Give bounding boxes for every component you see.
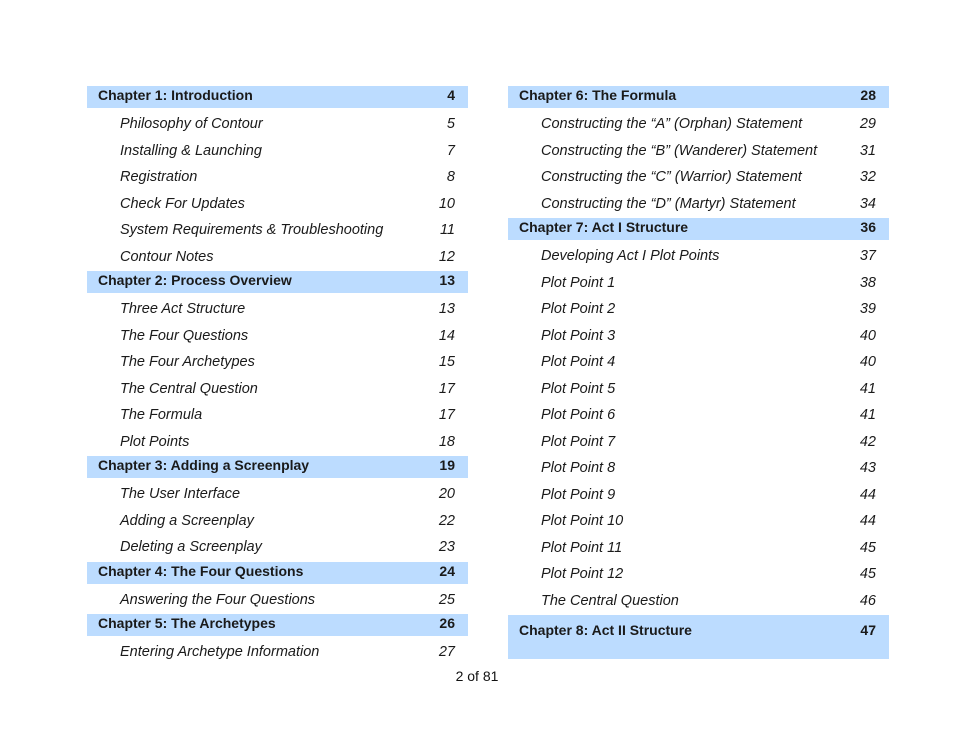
toc-section-title: Developing Act I Plot Points (541, 248, 720, 264)
toc-section-row[interactable] (508, 589, 889, 616)
toc-page-number: 45 (859, 539, 876, 556)
toc-section-row[interactable] (87, 403, 468, 430)
toc-section-title: Adding a Screenplay (120, 512, 254, 529)
toc-chapter-row[interactable] (87, 271, 468, 293)
toc-section-title: Check For Updates (120, 195, 245, 212)
toc-section-row[interactable] (508, 192, 889, 219)
toc-section-title: The Formula (120, 407, 203, 423)
toc-section-title: Plot Point 1 (541, 274, 616, 291)
toc-section-row[interactable] (508, 456, 889, 483)
toc-page-number: 37 (859, 248, 876, 264)
toc-page-number: 34 (859, 195, 876, 212)
toc-page-number: 46 (859, 592, 876, 609)
toc-page-number: 45 (859, 566, 876, 582)
toc-section-title: Installing & Launching (120, 142, 262, 159)
toc-page-number: 27 (438, 644, 455, 660)
toc-page-number: 11 (439, 222, 455, 238)
toc-section-row[interactable] (508, 536, 889, 563)
toc-page-number: 26 (439, 615, 455, 631)
toc-section-title: Three Act Structure (120, 301, 246, 317)
toc-section-title: Registration (120, 169, 198, 185)
toc-page-number: 44 (859, 513, 876, 529)
toc-section-row[interactable] (87, 535, 468, 562)
toc-section-row[interactable] (508, 509, 889, 536)
toc-section-title: Plot Point 8 (541, 460, 616, 476)
toc-section-title: Plot Point 4 (541, 354, 616, 370)
toc-chapter-row[interactable] (508, 615, 889, 659)
toc-section-row[interactable] (508, 403, 889, 430)
toc-page-number: 31 (859, 142, 876, 159)
toc-chapter-row[interactable] (508, 86, 889, 108)
toc-section-title: The Four Questions (120, 327, 249, 344)
toc-page-number: 14 (438, 327, 455, 344)
toc-section-row[interactable] (508, 350, 889, 377)
toc-section-title: The Central Question (120, 380, 258, 397)
toc-section-title: Plot Point 9 (541, 486, 616, 503)
toc-chapter-title: Chapter 5: The Archetypes (98, 615, 276, 631)
toc-page-number: 12 (438, 248, 455, 265)
toc-section-row[interactable] (508, 483, 889, 510)
toc-section-row[interactable] (87, 640, 468, 667)
toc-page-number: 24 (439, 562, 455, 579)
toc-page-number: 28 (860, 87, 876, 103)
toc-section-title: Answering the Four Questions (120, 591, 316, 608)
toc-section-title: Plot Point 12 (541, 566, 624, 582)
toc-page-number: 32 (859, 169, 876, 185)
toc-section-row[interactable] (87, 192, 468, 219)
toc-section-title: Constructing the “D” (Martyr) Statement (541, 195, 796, 212)
toc-page-number: 43 (859, 460, 876, 476)
toc-page-number: 38 (859, 274, 876, 291)
toc-page-number: 19 (439, 457, 455, 473)
toc-section-row[interactable] (508, 165, 889, 192)
toc-page-number: 40 (859, 327, 876, 344)
toc-page-number: 39 (859, 301, 876, 317)
toc-section-row[interactable] (87, 588, 468, 615)
toc-chapter-title: Chapter 2: Process Overview (98, 272, 292, 288)
toc-section-title: Plot Point 5 (541, 380, 616, 397)
toc-page-number: 29 (859, 116, 876, 132)
toc-section-title: Plot Point 7 (541, 433, 616, 450)
toc-section-row[interactable] (87, 218, 468, 245)
toc-page-number: 8 (446, 169, 455, 185)
toc-section-row[interactable] (87, 297, 468, 324)
toc-section-row[interactable] (87, 482, 468, 509)
toc-section-title: Entering Archetype Information (120, 644, 320, 660)
toc-page-number: 47 (860, 622, 876, 638)
toc-page-number: 20 (438, 486, 455, 502)
toc-section-row[interactable] (87, 430, 468, 457)
toc-chapter-title: Chapter 4: The Four Questions (98, 562, 304, 579)
toc-page-number: 17 (438, 380, 455, 397)
toc-section-title: Plot Point 3 (541, 327, 616, 344)
toc-section-title: Plot Points (120, 433, 190, 450)
toc-section-title: Constructing the “B” (Wanderer) Statement (541, 142, 818, 159)
toc-page-number: 13 (439, 272, 455, 288)
toc-section-row[interactable] (508, 297, 889, 324)
toc-section-row[interactable] (87, 245, 468, 272)
toc-section-title: Plot Point 6 (541, 407, 616, 423)
toc-section-row[interactable] (508, 244, 889, 271)
toc-page-number: 22 (438, 512, 455, 529)
toc-page-number: 17 (438, 407, 455, 423)
toc-section-row[interactable] (87, 139, 468, 166)
toc-section-title: Plot Point 10 (541, 513, 624, 529)
toc-section-title: The Four Archetypes (120, 354, 255, 370)
toc-section-row[interactable] (87, 112, 468, 139)
page-indicator: 2 of 81 (455, 668, 499, 684)
toc-section-row[interactable] (508, 324, 889, 351)
toc-page-number: 18 (438, 433, 455, 450)
toc-section-row[interactable] (508, 562, 889, 589)
toc-page-number: 5 (446, 116, 455, 132)
toc-page-number: 41 (859, 407, 876, 423)
toc-page-number: 13 (438, 301, 455, 317)
toc-section-title: Plot Point 11 (541, 539, 623, 556)
toc-chapter-row[interactable] (508, 218, 889, 240)
toc-chapter-row[interactable] (87, 614, 468, 636)
toc-page-number: 10 (438, 195, 455, 212)
toc-page-number: 25 (438, 591, 455, 608)
toc-chapter-title: Chapter 1: Introduction (98, 87, 253, 103)
toc-section-title: System Requirements & Troubleshooting (120, 222, 384, 238)
toc-page-number: 15 (438, 354, 455, 370)
toc-section-title: Contour Notes (120, 248, 214, 265)
toc-section-row[interactable] (87, 350, 468, 377)
toc-chapter-title: Chapter 3: Adding a Screenplay (98, 457, 310, 473)
toc-section-row[interactable] (87, 509, 468, 536)
toc-page-number: 23 (438, 539, 455, 555)
toc-page-number: 36 (860, 219, 876, 235)
toc-section-row[interactable] (508, 271, 889, 298)
toc-section-title: Philosophy of Contour (120, 116, 263, 132)
toc-section-title: The Central Question (541, 592, 679, 609)
toc-page-number: 42 (859, 433, 876, 450)
toc-page-number: 40 (859, 354, 876, 370)
toc-chapter-row[interactable] (87, 562, 468, 584)
toc-page-number: 4 (447, 87, 455, 103)
toc-chapter-title: Chapter 6: The Formula (519, 87, 677, 103)
toc-chapter-row[interactable] (87, 456, 468, 478)
toc-page-number: 7 (446, 142, 455, 159)
toc-section-title: Plot Point 2 (541, 301, 616, 317)
toc-chapter-title: Chapter 7: Act I Structure (519, 219, 689, 235)
toc-section-title: Constructing the “A” (Orphan) Statement (541, 116, 803, 132)
toc-section-title: Deleting a Screenplay (120, 539, 262, 555)
toc-section-row[interactable] (508, 139, 889, 166)
toc-section-title: The User Interface (120, 486, 241, 502)
toc-page-number: 41 (859, 380, 876, 397)
toc-page-number: 44 (859, 486, 876, 503)
toc-chapter-title: Chapter 8: Act II Structure (519, 622, 692, 638)
toc-section-row[interactable] (87, 324, 468, 351)
toc-chapter-row[interactable] (87, 86, 468, 108)
toc-section-row[interactable] (508, 377, 889, 404)
toc-section-row[interactable] (87, 377, 468, 404)
toc-section-row[interactable] (87, 165, 468, 192)
toc-section-row[interactable] (508, 112, 889, 139)
toc-section-row[interactable] (508, 430, 889, 457)
toc-section-title: Constructing the “C” (Warrior) Statement (541, 169, 802, 185)
